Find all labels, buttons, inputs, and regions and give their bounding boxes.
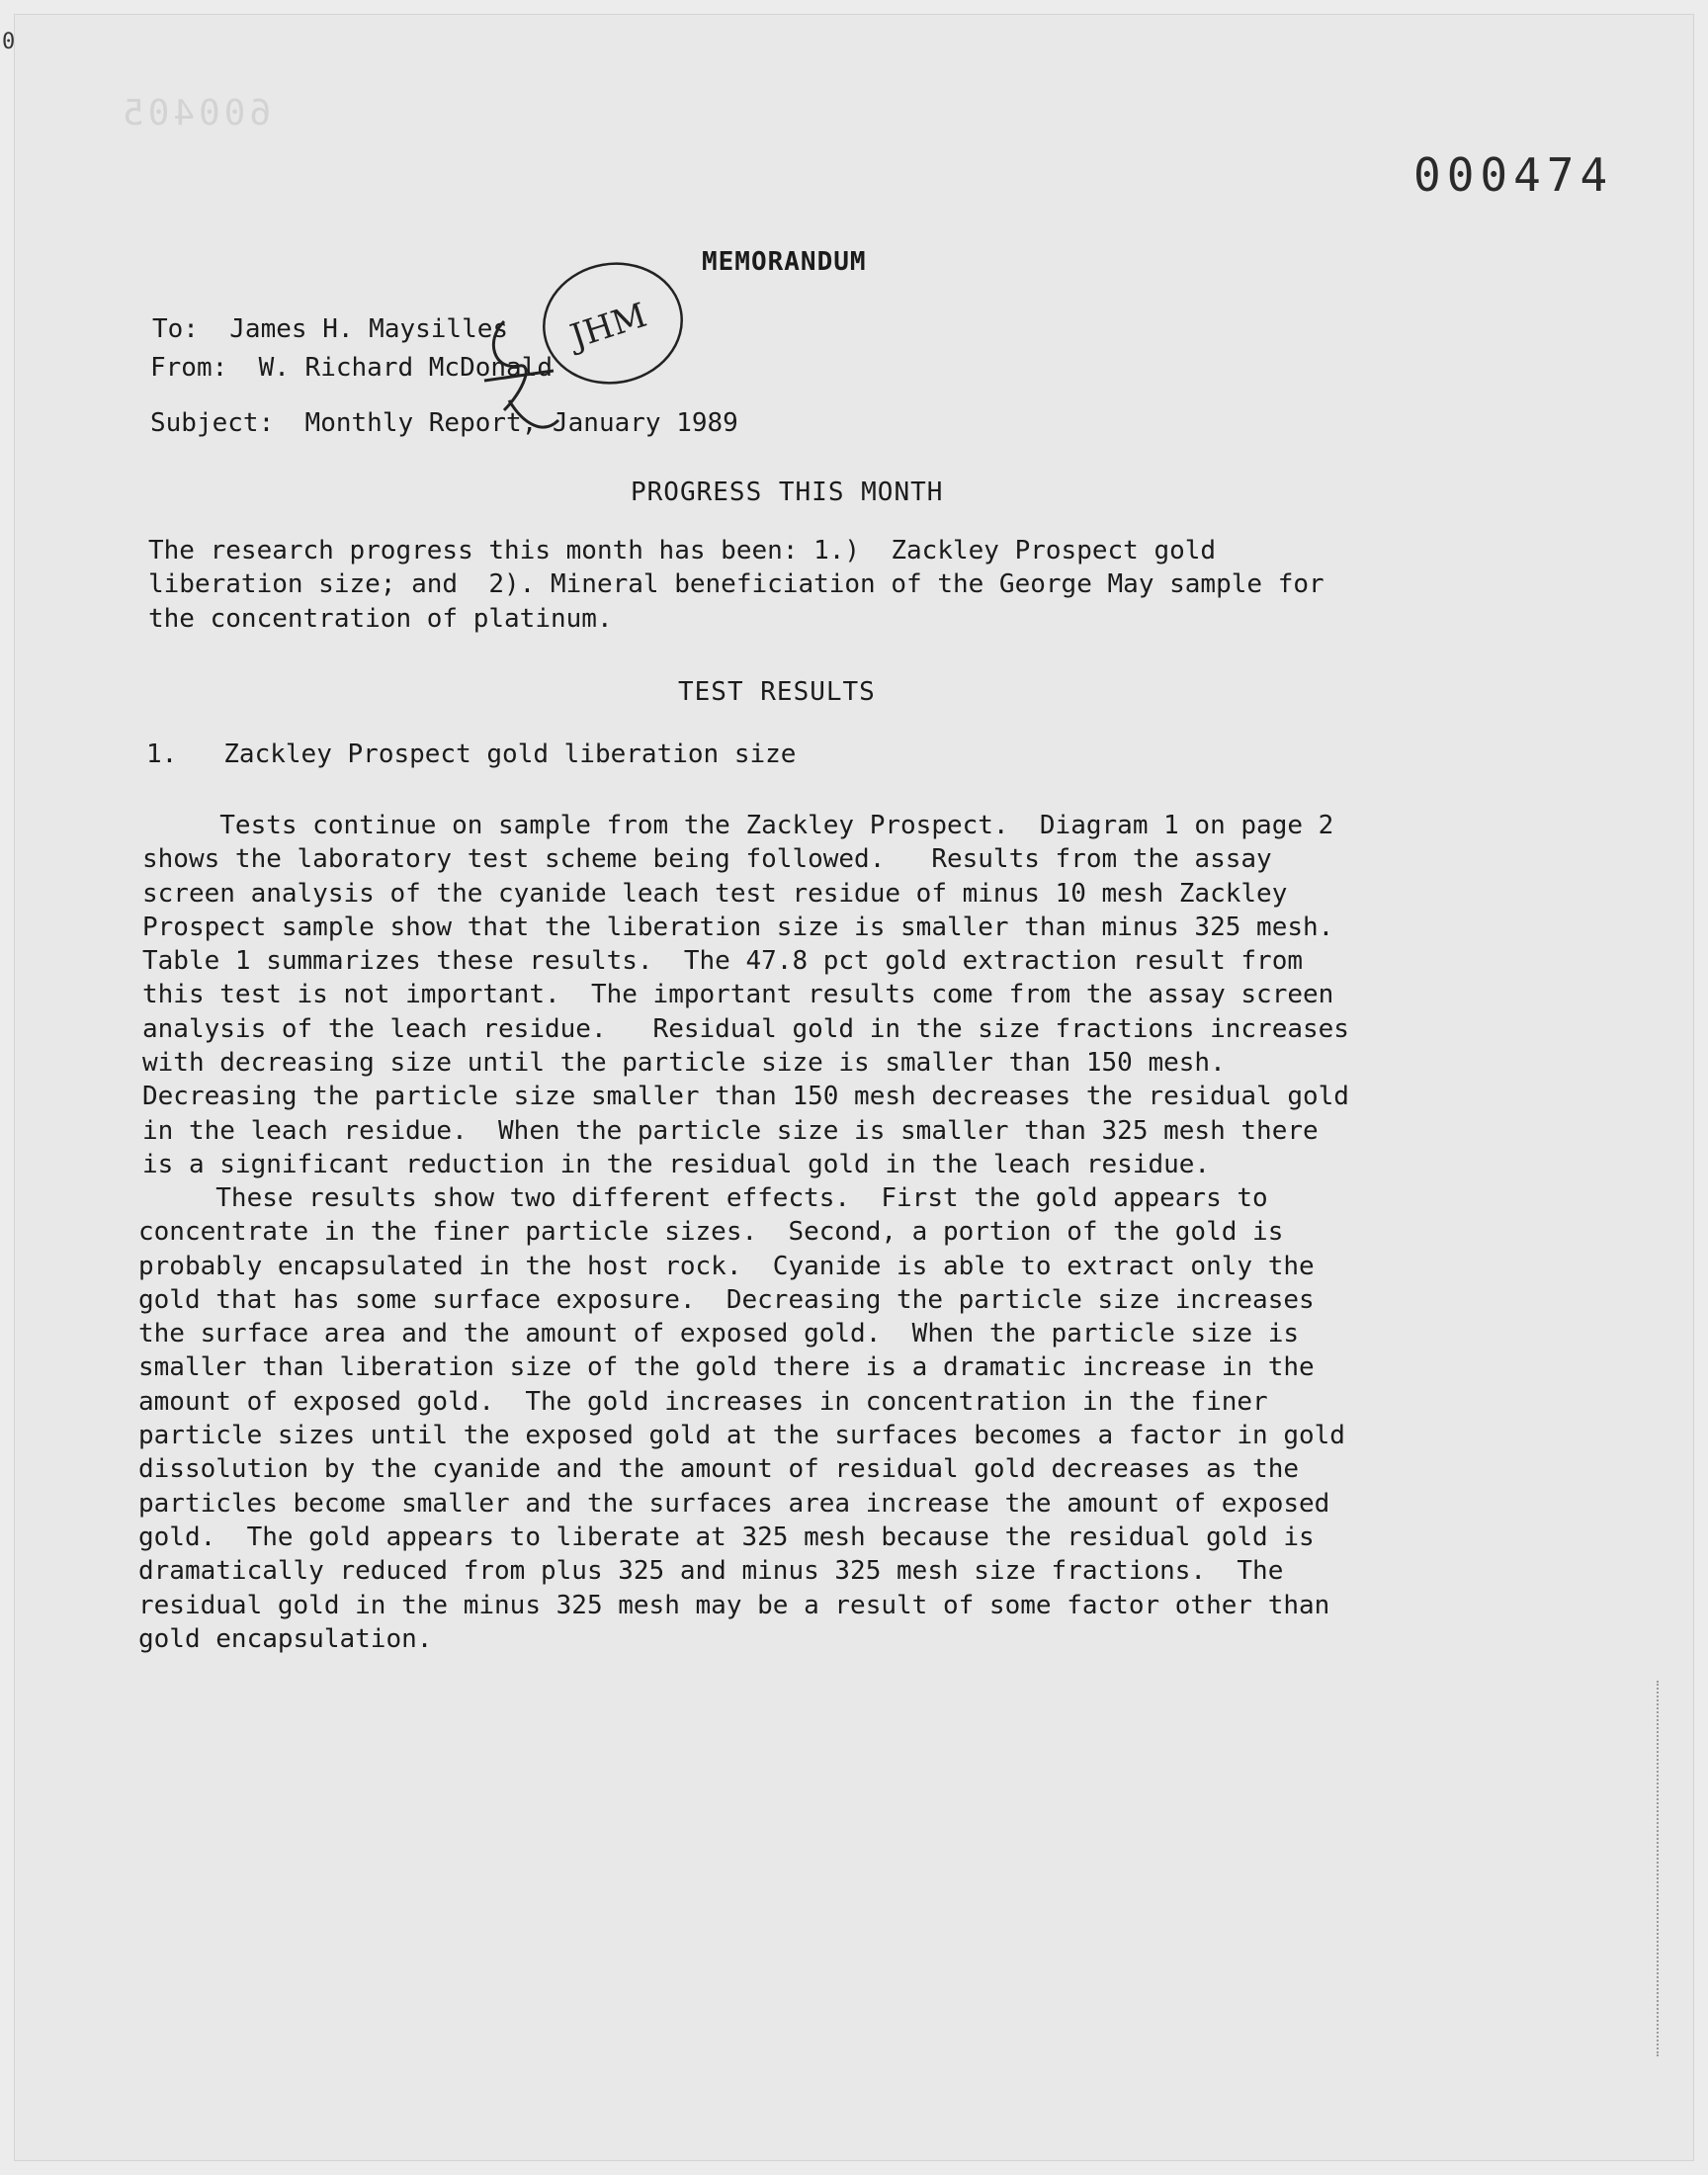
results-paragraph-1 — [142, 809, 1349, 1181]
memo-title: MEMORANDUM — [702, 247, 867, 277]
text-line: in the leach residue. When the particle size is smaller than 325 mesh there — [142, 1115, 1319, 1146]
text-line: concentrate in the finer particle sizes. Second, a portion of the gold is — [138, 1217, 1284, 1248]
text-line: analysis of the leach residue. Residual gold in the size fractions increases — [142, 1013, 1349, 1044]
text-line: smaller than liberation size of the gold there is a dramatic increase in the — [138, 1352, 1315, 1383]
section-1-title — [146, 741, 796, 767]
bleed-through-number: 600405 — [119, 93, 272, 133]
results-paragraph-2 — [138, 1181, 1345, 1656]
from-label: From: — [150, 353, 228, 383]
to-value: James H. Maysilles — [229, 314, 509, 344]
text-line: Decreasing the particle size smaller than 150 mesh decreases the residual gold — [142, 1082, 1349, 1112]
text-line: liberation size; and 2). Mineral beneficiation of the George May sample for — [148, 569, 1324, 600]
text-line: dramatically reduced from plus 325 and minus 325 mesh size fractions. The — [138, 1556, 1284, 1587]
text-line: this test is not important. The important results come from the assay screen — [142, 980, 1334, 1010]
subject-label: Subject: — [150, 408, 275, 438]
text-line: gold that has some surface exposure. Decreasing the particle size increases — [138, 1284, 1315, 1315]
text-line: gold. The gold appears to liberate at 325 mesh because the residual gold is — [138, 1522, 1315, 1552]
text-line: the surface area and the amount of exposed gold. When the particle size is — [138, 1319, 1299, 1349]
handwritten-initials — [465, 252, 692, 450]
to-label: To: — [152, 314, 199, 344]
subject-value: Monthly Report, January 1989 — [304, 408, 738, 438]
text-line: Prospect sample show that the liberation size is smaller than minus 325 mesh. — [142, 912, 1334, 942]
text-line: particles become smaller and the surfaces area increase the amount of exposed — [138, 1488, 1330, 1519]
text-line: The research progress this month has been: 1.) Zackley Prospect gold — [148, 536, 1217, 566]
text-line: residual gold in the minus 325 mesh may be a result of some factor other than — [138, 1590, 1330, 1620]
text-line: screen analysis of the cyanide leach test residue of minus 10 mesh Zackley — [142, 878, 1288, 909]
text-line: amount of exposed gold. The gold increases in concentration in the finer — [138, 1386, 1268, 1417]
results-heading: TEST RESULTS — [678, 677, 876, 707]
to-line — [152, 316, 508, 342]
initials-text: JHM — [565, 295, 652, 358]
text-line: dissolution by the cyanide and the amount of residual gold decreases as the — [138, 1454, 1299, 1485]
text-line: is a significant reduction in the residual gold in the leach residue. — [142, 1149, 1211, 1179]
section-number: 1. — [146, 740, 178, 769]
text-line: probably encapsulated in the host rock. Cyanide is able to extract only the — [138, 1251, 1315, 1281]
text-line: Table 1 summarizes these results. The 47.8 pct gold extraction result from — [142, 946, 1303, 977]
text-line: the concentration of platinum. — [148, 603, 613, 634]
text-line: These results show two different effects. First the gold appears to — [138, 1183, 1268, 1213]
text-line: with decreasing size until the particle size is smaller than 150 mesh. — [142, 1048, 1226, 1079]
text-line: Tests continue on sample from the Zackley Prospect. Diagram 1 on page 2 — [142, 811, 1334, 840]
text-line: gold encapsulation. — [138, 1623, 433, 1654]
from-value: W. Richard McDonald — [258, 353, 554, 383]
text-line: particle sizes until the exposed gold at the surfaces becomes a factor in gold — [138, 1421, 1345, 1451]
signature-mark — [484, 321, 558, 427]
progress-paragraph — [148, 534, 1324, 636]
text-line: shows the laboratory test scheme being followed. Results from the assay — [142, 844, 1272, 875]
page-number: 000474 — [1413, 148, 1614, 202]
corner-mark: 0 — [2, 30, 16, 54]
progress-heading: PROGRESS THIS MONTH — [631, 478, 944, 507]
section-title: Zackley Prospect gold liberation size — [223, 740, 797, 769]
scan-edge-artifact — [1657, 1681, 1662, 2056]
